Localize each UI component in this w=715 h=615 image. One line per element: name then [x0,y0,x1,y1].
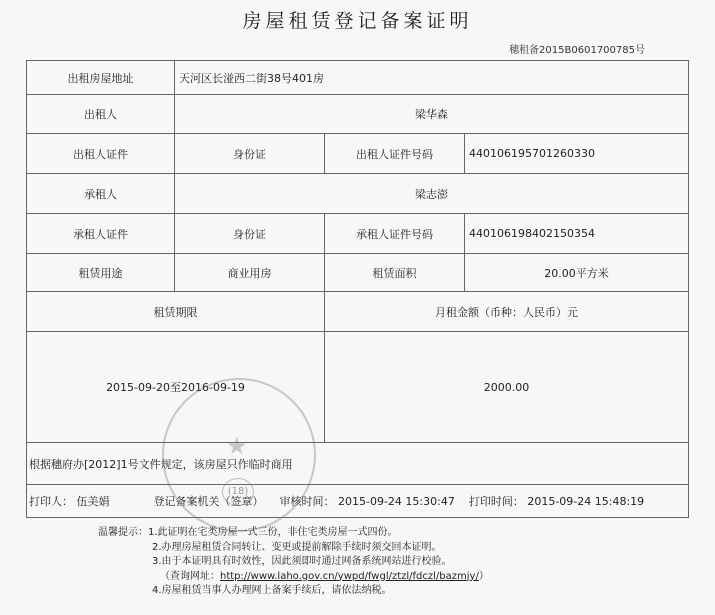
row-lessee [27,174,689,214]
note-1: 温馨提示：1.此证明在宅类房屋一式三份，非住宅类房屋一式四份。 [98,527,398,538]
printer: 打印人： 伍美娟 [29,495,110,508]
rent-value: 2000.00 [325,332,689,443]
rent-label: 月租金额（币种：人民币）元 [325,292,689,332]
registration-table [26,60,689,518]
registration-number: 穗租备2015B0601700785号 [509,45,645,56]
registration-authority: 登记备案机关（签章） [153,495,264,508]
url-suffix: ） [478,570,489,582]
lessee-label: 承租人 [27,174,175,214]
note-3: 3.由于本证明具有时效性，因此须即时通过网备系统网站进行校验。 [152,556,452,567]
address-label: 出租房屋地址 [27,61,175,95]
area-label: 租赁面积 [325,254,465,292]
remark-text: 根据穗府办[2012]1号文件规定，该房屋只作临时商用 [27,443,689,485]
lessee-value: 梁志澎 [175,174,689,214]
print-info [27,485,689,518]
row-address [27,61,689,95]
use-value: 商业用房 [175,254,325,292]
row-period-rent-value [27,332,689,443]
lessee-id-no-value: 440106198402150354 [465,214,689,254]
lessor-id-type-label: 出租人证件 [27,134,175,174]
lessee-id-type-value: 身份证 [175,214,325,254]
lessor-id-no-value: 440106195701260330 [465,134,689,174]
period-label: 租赁期限 [27,292,325,332]
area-value: 20.00平方米 [465,254,689,292]
lessor-label: 出租人 [27,95,175,134]
print-time: 打印时间： 2015-09-24 15:48:19 [468,495,645,508]
row-lessee-id [27,214,689,254]
seal-number: (18) [222,478,254,506]
note-2: 2.办理房屋租赁合同转让、变更或提前解除手续时须交回本证明。 [152,541,442,553]
row-lessor [27,95,689,134]
notes-section [98,526,489,599]
period-value: 2015-09-20至2016-09-19 [27,332,325,443]
row-print-info [27,485,689,518]
row-lessor-id [27,134,689,174]
note-query-url [98,570,489,585]
lessee-id-type-label: 承租人证件 [27,214,175,254]
lessee-id-no-label: 承租人证件号码 [325,214,465,254]
review-time: 审核时间： 2015-09-24 15:30:47 [279,495,455,508]
lessor-id-no-label: 出租人证件号码 [325,134,465,174]
row-use-area [27,254,689,292]
document-title: 房屋租赁登记备案证明 [242,10,473,32]
lessor-value: 梁华森 [175,95,689,134]
row-period-rent-header [27,292,689,332]
seal-star-icon: ★ [226,432,248,460]
query-url-link[interactable]: http://www.laho.gov.cn/ywpd/fwgl/ztzl/fdczl/bazmjy/ [220,570,479,582]
lessor-id-type-value: 身份证 [175,134,325,174]
row-remark [27,443,689,485]
address-value: 天河区长湴西二街38号401房 [175,61,689,95]
note-4: 4.房屋租赁当事人办理网上备案手续后，请依法纳税。 [152,585,392,596]
use-label: 租赁用途 [27,254,175,292]
url-prefix: （查询网址： [160,570,220,582]
